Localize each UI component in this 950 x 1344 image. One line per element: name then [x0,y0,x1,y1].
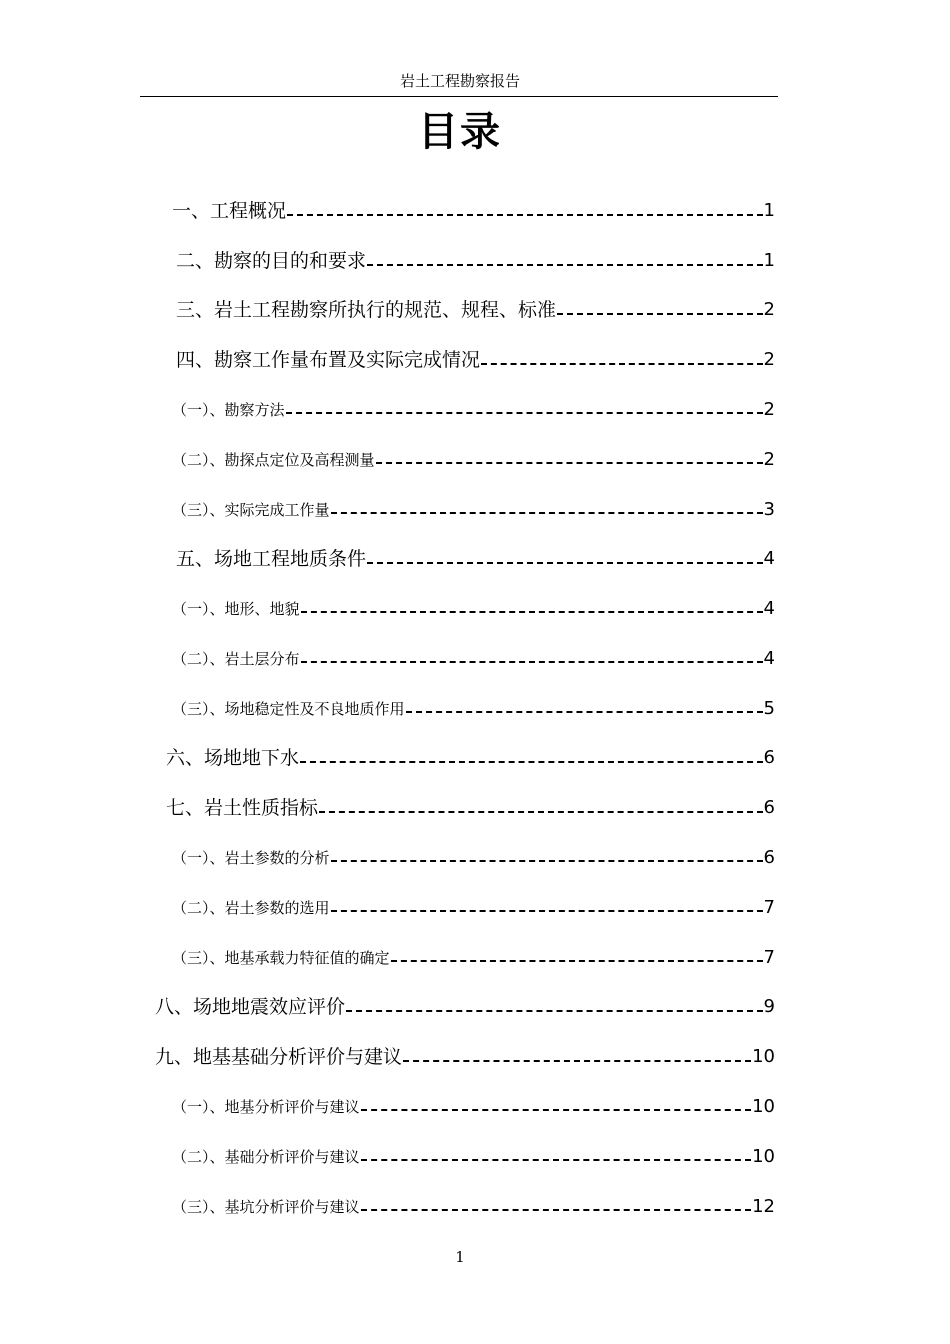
footer-page-number: 1 [455,1248,465,1266]
toc-entry-label: （一）、岩土参数的分析 [172,849,330,867]
toc-page-number: 7 [763,947,775,968]
toc-entry[interactable] [176,348,775,372]
toc-entry-label: （一）、地基分析评价与建议 [172,1098,360,1116]
toc-leader [406,711,763,713]
toc-entry[interactable] [172,648,775,670]
toc-entry-label: （三）、实际完成工作量 [172,501,330,519]
toc-entry-label: 九、地基基础分析评价与建议 [155,1046,403,1068]
running-header: 岩土工程勘察报告 [399,72,520,90]
toc-entry-label: （二）、岩土层分布 [172,650,300,668]
header-rule [140,96,778,97]
toc-leader [331,512,763,514]
toc-page-number: 10 [752,1146,775,1167]
toc-entry-label: （二）、基础分析评价与建议 [172,1148,360,1166]
toc-entry[interactable] [176,298,775,322]
toc-entry[interactable] [166,796,775,820]
toc-leader [301,611,763,613]
toc-entry[interactable] [172,598,775,620]
toc-page-number: 1 [763,200,775,221]
toc-leader [331,860,763,862]
toc-entry[interactable] [172,499,775,521]
toc-page-number: 6 [763,797,775,818]
toc-entry-label: （三）、地基承载力特征值的确定 [172,949,390,967]
toc-page-number: 9 [763,996,775,1017]
toc-entry-label: 三、岩土工程勘察所执行的规范、规程、标准 [176,299,557,321]
toc-entry[interactable] [172,449,775,471]
toc-page-number: 2 [763,449,775,470]
toc-entry[interactable] [172,947,775,969]
toc-page-number: 1 [763,250,775,271]
toc-leader [331,910,763,912]
toc-page-number: 12 [752,1196,775,1217]
toc-leader [391,960,763,962]
toc-entry-label: （二）、岩土参数的选用 [172,899,330,917]
toc-leader [361,1109,752,1111]
toc-entry[interactable] [172,698,775,720]
toc-entry-label: 五、场地工程地质条件 [176,548,367,570]
toc-entry-label: 二、勘察的目的和要求 [176,250,367,272]
toc-entry[interactable] [172,199,775,223]
toc-page-number: 2 [763,349,775,370]
toc-leader [557,313,763,315]
toc-leader [367,264,763,266]
toc-entry-label: 六、场地地下水 [166,747,300,769]
toc-page-number: 10 [752,1046,775,1067]
toc-leader [376,462,763,464]
toc-entry-label: 八、场地地震效应评价 [155,996,346,1018]
toc-leader [403,1060,751,1062]
toc-leader [319,811,763,813]
page-title: 目录 [418,109,502,155]
toc-leader [361,1209,752,1211]
toc-leader [346,1010,763,1012]
toc-entry[interactable] [172,1096,775,1118]
toc-entry-label: （一）、地形、地貌 [172,600,300,618]
toc-page-number: 10 [752,1096,775,1117]
toc-entry-label: 四、勘察工作量布置及实际完成情况 [176,349,481,371]
toc-entry[interactable] [172,399,775,421]
toc-page-number: 2 [763,399,775,420]
toc-page-number: 4 [763,548,775,569]
toc-leader [481,363,763,365]
toc-entry[interactable] [176,249,775,273]
toc-leader [286,412,763,414]
toc-entry-label: 七、岩土性质指标 [166,797,319,819]
toc-entry-label: （三）、场地稳定性及不良地质作用 [172,700,405,718]
toc-page-number: 5 [763,698,775,719]
toc-page-number: 6 [763,747,775,768]
toc-entry-label: （一）、勘察方法 [172,401,285,419]
toc-entry-label: （二）、勘探点定位及高程测量 [172,451,375,469]
toc-page-number: 2 [763,299,775,320]
toc-entry[interactable] [176,547,775,571]
toc-entry[interactable] [172,847,775,869]
toc-leader [361,1159,752,1161]
toc-entry[interactable] [172,1146,775,1168]
toc-entry-label: （三）、基坑分析评价与建议 [172,1198,360,1216]
toc-page-number: 4 [763,598,775,619]
toc-entry[interactable] [172,897,775,919]
toc-page-number: 6 [763,847,775,868]
toc-leader [287,214,763,216]
toc-leader [367,562,763,564]
toc-entry-label: 一、工程概况 [172,200,287,222]
toc-page-number: 4 [763,648,775,669]
toc-entry[interactable] [155,1045,775,1069]
toc-leader [301,661,763,663]
toc-entry[interactable] [166,746,775,770]
toc-leader [300,761,763,763]
toc-page-number: 3 [763,499,775,520]
toc-page-number: 7 [763,897,775,918]
toc-entry[interactable] [155,995,775,1019]
toc-entry[interactable] [172,1196,775,1218]
